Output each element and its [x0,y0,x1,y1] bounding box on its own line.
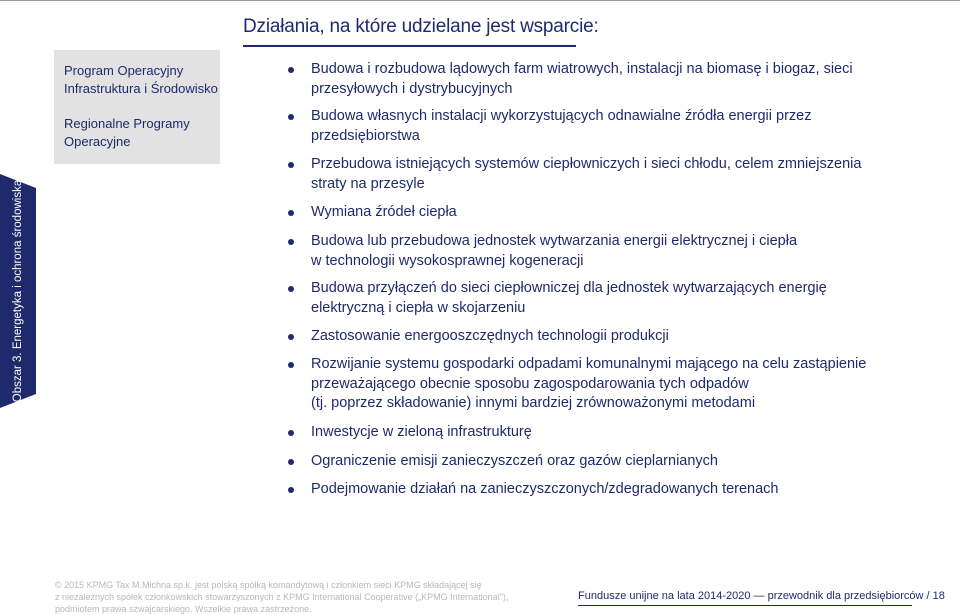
program-panel [54,50,220,164]
bullet-icon [288,239,294,245]
bullet-icon [288,362,294,368]
bullet-icon [288,286,294,292]
list-item-text: w technologii wysokosprawnej kogeneracji [311,252,584,269]
bullet-icon [288,487,294,493]
footer-underline [578,605,912,606]
panel-item-rpo [64,115,190,151]
list-item-text: Podejmowanie działań na zanieczyszczonych/zdegradowanych terenach [311,481,779,497]
bullet-icon [288,114,294,120]
copyright-line: © 2015 KPMG Tax M.Michna sp.k. jest polską spółką komandytową i członkiem sieci KPMG składającej się [55,580,482,590]
list-item-text: straty na przesyle [311,175,425,192]
bullet-icon [288,430,294,436]
bullet-icon [288,334,294,340]
list-item-text: przedsiębiorstwa [311,127,420,144]
copyright-line: z niezależnych spółek członkowskich stowarzyszonych z KPMG International Cooperative („KPMG International"), [55,592,509,602]
bullet-icon [288,459,294,465]
list-item-text: Zastosowanie energooszczędnych technologii produkcji [311,328,669,344]
top-rule [0,0,960,1]
list-item-text: Budowa lub przebudowa jednostek wytwarzania energii elektrycznej i ciepła [311,233,798,249]
copyright-line: podmiotem prawa szwajcarskiego. Wszelkie prawa zastrzeżone. [55,604,312,614]
list-item-text: Przebudowa istniejących systemów ciepłowniczych i sieci chłodu, celem zmniejszenia [311,156,862,172]
panel-line: Regionalne Programy [64,116,190,131]
page-heading: Działania, na które udzielane jest wsparcie: [243,16,599,37]
list-item-text: (tj. poprzez składowanie) innymi bardziej zrównoważonymi metodami [311,395,756,411]
panel-line: Infrastruktura i Środowisko [64,81,218,96]
list-item-text: Budowa przyłączeń do sieci ciepłowniczej dla jednostek wytwarzających energię [311,280,827,296]
list-item-text: Rozwijanie systemu gospodarki odpadami komunalnymi mającego na celu zastąpienie [311,356,867,372]
panel-item-pois [64,62,218,98]
list-item-text: Inwestycje w zieloną infrastrukturę [311,424,532,440]
list-item-text: Ograniczenie emisji zanieczyszczeń oraz gazów cieplarnianych [311,453,718,469]
bullet-icon [288,210,294,216]
list-item-text: elektryczną i ciepła w skojarzeniu [311,299,526,316]
copyright-notice [55,579,535,615]
list-item-text: przesyłowych i dystrybucyjnych [311,80,513,97]
list-item-text: Budowa i rozbudowa lądowych farm wiatrowych, instalacji na biomasę i biogaz, sieci [311,61,853,77]
list-item-text: przeważającego obecnie sposobu zagospodarowania tych odpadów [311,375,749,392]
section-tab-label: Obszar 3. Energetyka i ochrona środowiska [12,179,24,403]
publication-footer: Fundusze unijne na lata 2014-2020 — przewodnik dla przedsiębiorców / 18 [578,590,945,602]
bullet-icon [288,67,294,73]
list-item-text: Wymiana źródeł ciepła [311,204,457,220]
panel-line: Program Operacyjny [64,63,184,78]
list-item-text: Budowa własnych instalacji wykorzystujących odnawialne źródła energii przez [311,108,812,124]
bullet-icon [288,162,294,168]
panel-line: Operacyjne [64,134,131,149]
heading-underline [243,45,576,47]
